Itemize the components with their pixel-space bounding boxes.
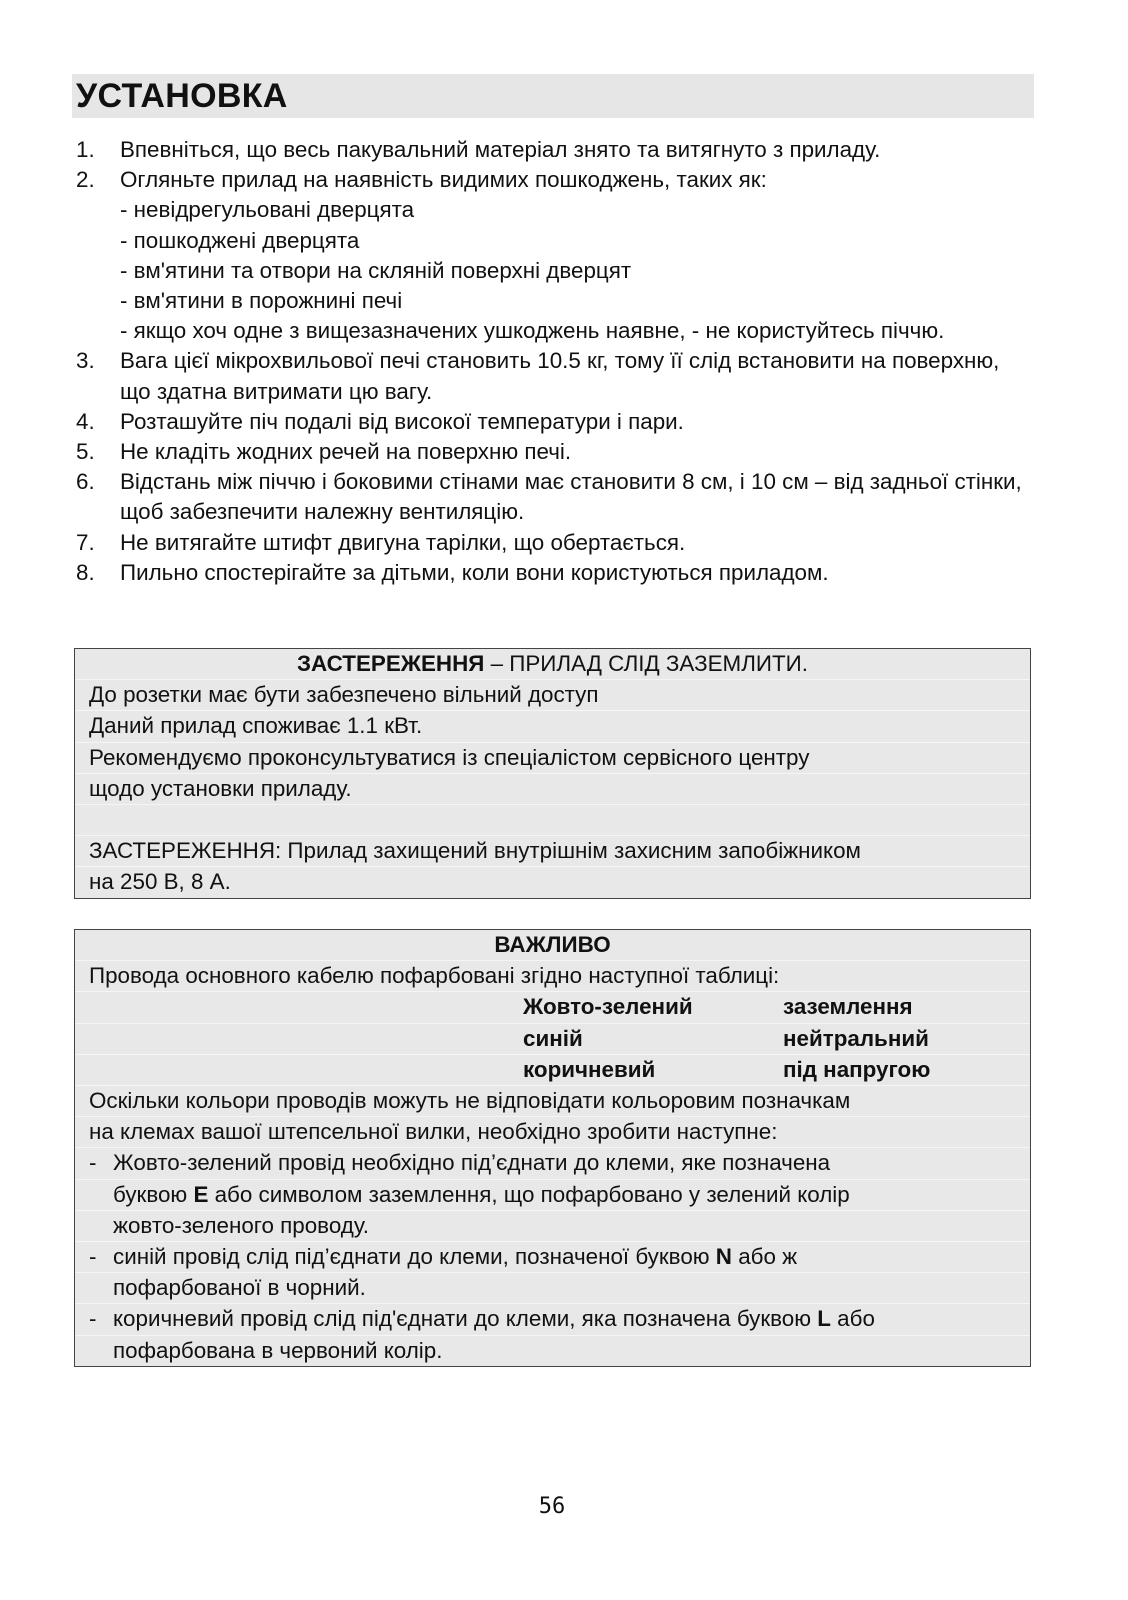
warning-line: на 250 В, 8 А.: [89, 869, 231, 895]
warning-heading-bold: ЗАСТЕРЕЖЕННЯ: [297, 651, 485, 676]
instruction-line: [75, 1304, 1030, 1335]
section-title: УСТАНОВКА: [76, 77, 288, 115]
list-item: [76, 437, 1036, 467]
bullet-dash: -: [89, 1306, 97, 1332]
list-item: [76, 346, 1036, 406]
wire-meaning: нейтральний: [783, 1025, 929, 1051]
instruction-text: жовто-зеленого проводу.: [113, 1212, 370, 1238]
list-item: [76, 135, 1036, 165]
wire-table-row: [75, 992, 1030, 1023]
step-text: Відстань між піччю і боковими стінами має становити 8 см, і 10 см – від задньої стінки, щоб забезпечити належну вентиляцію.: [120, 469, 1022, 525]
list-item: [76, 528, 1036, 558]
damage-sub-item: - невідрегульовані дверцята: [120, 197, 415, 223]
wire-meaning: заземлення: [783, 994, 913, 1020]
step-number: 5.: [76, 439, 95, 465]
wire-color: Жовто-зелений: [523, 994, 693, 1020]
step-number: 8.: [76, 559, 95, 585]
instruction-line: [75, 1273, 1030, 1304]
step-text: Вага цієї мікрохвильової печі становить 10.5 кг, тому її слід встановити на поверхню, що здатна витримати цю вагу.: [120, 348, 1000, 404]
important-heading: ВАЖЛИВО: [75, 930, 1030, 961]
step-text: Не витягайте штифт двигуна тарілки, що обертається.: [120, 529, 686, 555]
instruction-text: пофарбованої в чорний.: [113, 1275, 366, 1301]
instruction-line: [75, 1148, 1030, 1179]
step-text: Впевніться, що весь пакувальний матеріал знято та витягнуто з приладу.: [120, 137, 881, 162]
list-item: [76, 558, 1036, 588]
instruction-text: або: [830, 1306, 875, 1332]
section-heading-bar: [72, 74, 1034, 118]
instruction-text: або ж: [731, 1244, 798, 1270]
wire-meaning: під напругою: [783, 1056, 931, 1082]
list-item: [76, 407, 1036, 437]
wire-table-row: [75, 1055, 1030, 1086]
step-text: Не кладіть жодних речей на поверхню печі.: [120, 439, 572, 465]
step-number: 4.: [76, 408, 95, 434]
terminal-letter: E: [193, 1181, 209, 1207]
instruction-text: буквою: [113, 1181, 194, 1207]
instruction-text: пофарбована в червоний колір.: [113, 1337, 443, 1363]
warning-line: щодо установки приладу.: [75, 774, 1030, 805]
warning-heading-rest: – ПРИЛАД СЛІД ЗАЗЕМЛИТИ.: [484, 651, 808, 676]
instruction-line: [75, 1336, 1030, 1366]
step-number: 1.: [76, 137, 95, 162]
warning-spacer: [75, 805, 1030, 836]
bullet-dash: -: [89, 1150, 97, 1176]
warning-heading: [75, 649, 1030, 680]
instruction-text: або символом заземлення, що пофарбовано у зелений колір: [208, 1181, 850, 1207]
important-wiring-box: [74, 929, 1031, 1367]
wire-color: коричневий: [523, 1056, 656, 1082]
instruction-text: синій провід слід під’єднати до клеми, позначеної буквою: [113, 1244, 716, 1270]
damage-sub-item: - вм'ятини в порожнині печі: [120, 288, 403, 314]
step-number: 2.: [76, 167, 95, 193]
page-number: 56: [538, 1494, 566, 1519]
step-number: 7.: [76, 529, 95, 555]
list-item: [76, 165, 1036, 346]
instruction-line: [75, 1242, 1030, 1273]
damage-sub-item: - вм'ятини та отвори на скляній поверхні дверцят: [120, 257, 632, 283]
warning-line: До розетки має бути забезпечено вільний доступ: [75, 680, 1030, 711]
instruction-line: [75, 1211, 1030, 1242]
step-text: Розташуйте піч подалі від високої температури і пари.: [120, 408, 684, 434]
step-number: 3.: [76, 348, 95, 374]
instruction-text: коричневий провід слід під'єднати до клеми, яка позначена буквою: [113, 1306, 818, 1332]
warning-line: Даний прилад споживає 1.1 кВт.: [75, 711, 1030, 742]
warning-line: ЗАСТЕРЕЖЕННЯ: Прилад захищений внутрішнім захисним запобіжником: [75, 836, 1030, 867]
list-item: [76, 467, 1036, 527]
important-paragraph: Оскільки кольори проводів можуть не відповідати кольоровим позначкам: [75, 1086, 1030, 1117]
important-paragraph: на клемах вашої штепсельної вилки, необхідно зробити наступне:: [75, 1117, 1030, 1148]
instruction-text: Жовто-зелений провід необхідно під’єднати до клеми, яке позначена: [113, 1150, 831, 1176]
damage-sub-item: - пошкоджені дверцята: [120, 227, 360, 253]
step-number: 6.: [76, 469, 95, 495]
wire-table-row: [75, 1024, 1030, 1055]
installation-steps-list: [76, 135, 1036, 588]
grounding-warning-box: [74, 648, 1031, 899]
damage-sub-item: - якщо хоч одне з вищезазначених ушкоджень наявне, - не користуйтесь піччю.: [120, 318, 945, 344]
step-text: Огляньте прилад на наявність видимих пошкоджень, таких як:: [120, 167, 767, 193]
important-intro: Провода основного кабелю пофарбовані згідно наступної таблиці:: [75, 961, 1030, 992]
wire-color: синій: [523, 1025, 583, 1051]
warning-line: Рекомендуємо проконсультуватися із спеціалістом сервісного центру: [75, 743, 1030, 774]
terminal-letter: N: [715, 1244, 732, 1270]
instruction-line: [75, 1180, 1030, 1211]
bullet-dash: -: [89, 1244, 97, 1270]
terminal-letter: L: [817, 1306, 831, 1332]
step-text: Пильно спостерігайте за дітьми, коли вони користуються приладом.: [120, 559, 829, 585]
